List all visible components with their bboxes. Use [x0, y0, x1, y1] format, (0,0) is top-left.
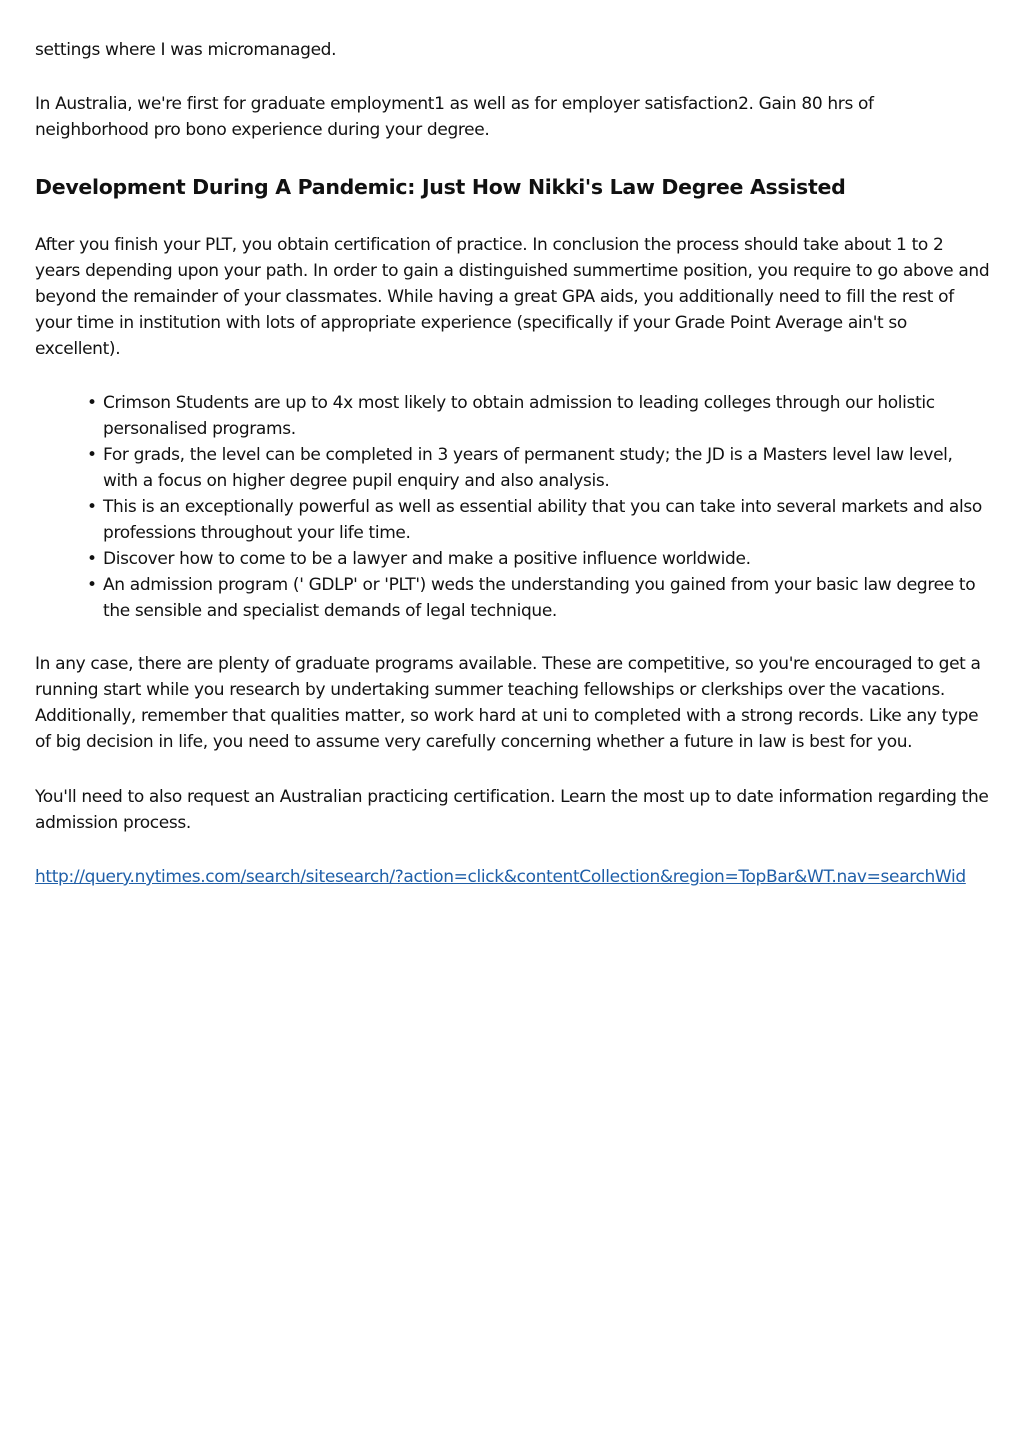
list-item — [87, 572, 990, 624]
list-item-text: This is an exceptionally powerful as well as essential ability that you can take into several markets and also professions throughout your life time. — [103, 497, 982, 543]
list-item — [87, 442, 990, 494]
bullet-list — [87, 390, 990, 624]
bullet-icon: • — [87, 575, 97, 595]
paragraph-graduate-programs: In any case, there are plenty of graduate programs available. These are competitive, so you're encouraged to get a running start while you research by undertaking summer teaching fellowships or clerkships over the vacations. Additionally, remember that qualities matter, so work hard at uni to completed with a strong records. Like any type of big decision in life, you need to assume very carefully concerning whether a future in law is best for you. — [35, 654, 981, 752]
list-item — [87, 390, 990, 442]
list-item-text: For grads, the level can be completed in 3 years of permanent study; the JD is a Masters level law level, with a focus on higher degree pupil enquiry and also analysis. — [103, 445, 953, 491]
paragraph-practicing-certification: You'll need to also request an Australian practicing certification. Learn the most up to date information regarding the admission process. — [35, 787, 989, 833]
bullet-icon: • — [87, 549, 97, 569]
nytimes-search-link[interactable]: http://query.nytimes.com/search/sitesearch/?action=click&contentCollection&region=TopBar&WT.nav=searchWid — [35, 867, 966, 887]
section-heading: Development During A Pandemic: Just How Nikki's Law Degree Assisted — [35, 175, 846, 199]
list-item — [87, 546, 990, 572]
bullet-icon: • — [87, 445, 97, 465]
bullet-icon: • — [87, 393, 97, 413]
list-item-text: An admission program (' GDLP' or 'PLT') weds the understanding you gained from your basic law degree to the sensible and specialist demands of legal technique. — [103, 575, 976, 621]
link-container — [35, 864, 990, 890]
list-item-text: Crimson Students are up to 4x most likely to obtain admission to leading colleges through our holistic personalised programs. — [103, 393, 935, 439]
list-item-text: Discover how to come to be a lawyer and make a positive influence worldwide. — [103, 549, 751, 569]
bullet-icon: • — [87, 497, 97, 517]
paragraph-australia: In Australia, we're first for graduate employment1 as well as for employer satisfaction2. Gain 80 hrs of neighborhood pro bono experience during your degree. — [35, 94, 874, 140]
paragraph-plt: After you finish your PLT, you obtain certification of practice. In conclusion the process should take about 1 to 2 years depending upon your path. In order to gain a distinguished summertime position, you require to go above and beyond the remainder of your classmates. While having a great GPA aids, you additionally need to fill the rest of your time in institution with lots of appropriate experience (specifically if your Grade Point Average ain't so excellent). — [35, 235, 990, 359]
list-item — [87, 494, 990, 546]
paragraph-intro-fragment: settings where I was micromanaged. — [35, 40, 337, 60]
